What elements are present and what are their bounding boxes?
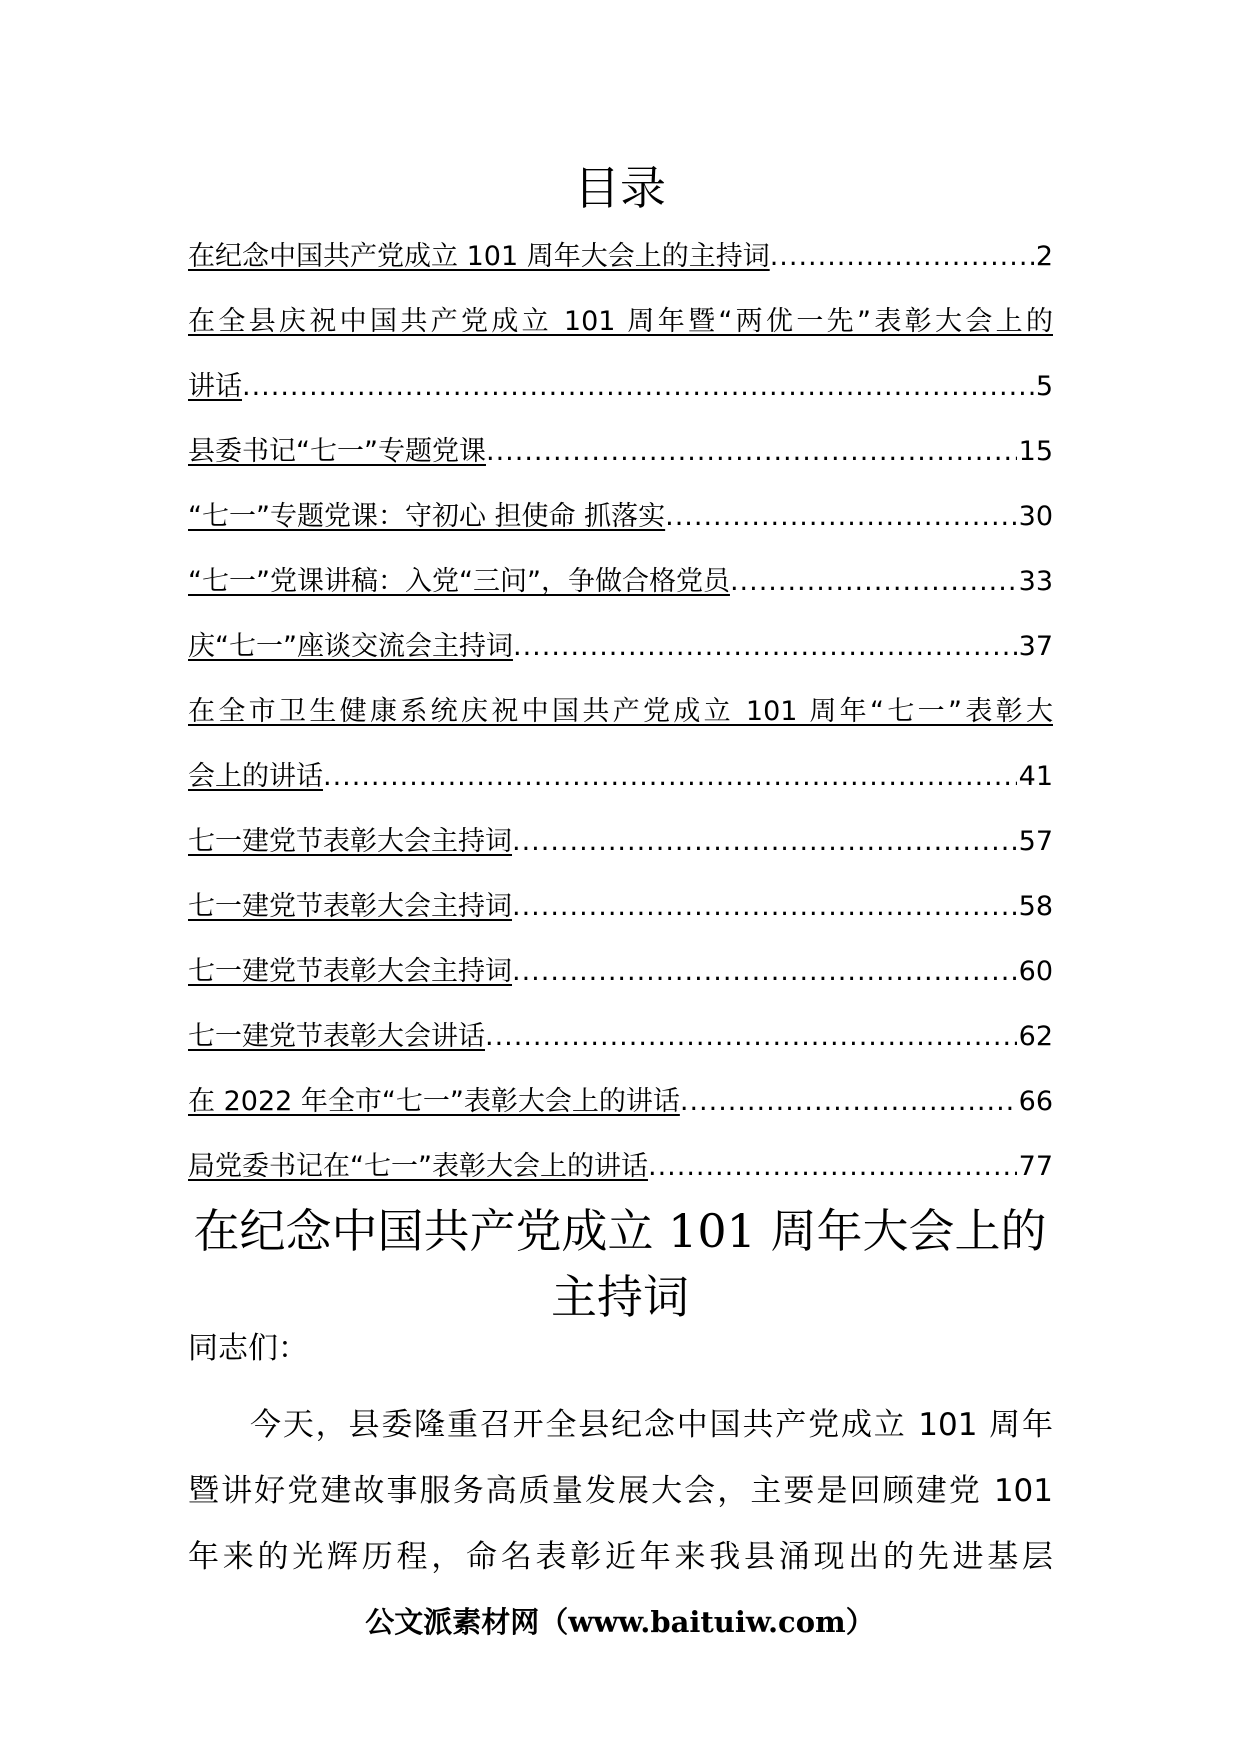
toc-entry[interactable] bbox=[188, 419, 1053, 484]
footer-watermark: 公文派素材网（www.baituiw.com） bbox=[365, 1605, 875, 1639]
toc-title: 目录 bbox=[574, 161, 666, 215]
toc-entry-title-continued[interactable]: 讲话 bbox=[188, 371, 242, 402]
toc-entry[interactable] bbox=[188, 874, 1053, 939]
salutation: 同志们： bbox=[188, 1331, 308, 1366]
body-paragraph bbox=[188, 1392, 1053, 1590]
document-title bbox=[0, 1198, 1240, 1330]
body-line: 今天，县委隆重召开全县纪念中国共产党成立 101 周年 bbox=[250, 1407, 1053, 1443]
table-of-contents bbox=[188, 224, 1053, 1199]
document-title-line: 主持词 bbox=[551, 1270, 689, 1324]
toc-entry[interactable] bbox=[188, 614, 1053, 679]
toc-leader-dots bbox=[648, 1134, 1017, 1199]
toc-entry[interactable] bbox=[188, 1004, 1053, 1069]
toc-leader-dots bbox=[770, 224, 1034, 289]
toc-page-number: 57 bbox=[1018, 826, 1053, 857]
toc-entry[interactable] bbox=[188, 679, 1053, 809]
toc-page-number: 33 bbox=[1018, 566, 1053, 597]
toc-leader-dots bbox=[512, 874, 1017, 939]
toc-entry-title[interactable]: 在 2022 年全市“七一”表彰大会上的讲话 bbox=[188, 1086, 680, 1117]
toc-entry-title[interactable]: 局党委书记在“七一”表彰大会上的讲话 bbox=[188, 1151, 648, 1182]
toc-page-number: 37 bbox=[1018, 631, 1053, 662]
toc-page-number: 5 bbox=[1035, 371, 1053, 402]
toc-entry[interactable] bbox=[188, 484, 1053, 549]
toc-entry[interactable] bbox=[188, 809, 1053, 874]
body-line: 年来的光辉历程，命名表彰近年来我县涌现出的先进基层 bbox=[188, 1539, 1053, 1575]
toc-entry-title-continued[interactable]: 会上的讲话 bbox=[188, 761, 323, 792]
toc-page-number: 41 bbox=[1018, 761, 1053, 792]
toc-entry-title[interactable]: 在全县庆祝中国共产党成立 101 周年暨“两优一先”表彰大会上的 bbox=[188, 306, 1053, 337]
toc-page-number: 77 bbox=[1018, 1151, 1053, 1182]
toc-entry[interactable] bbox=[188, 939, 1053, 1004]
toc-leader-dots bbox=[486, 419, 1017, 484]
toc-page-number: 15 bbox=[1018, 436, 1053, 467]
toc-entry-title[interactable]: 庆“七一”座谈交流会主持词 bbox=[188, 631, 513, 662]
toc-entry-title[interactable]: 七一建党节表彰大会主持词 bbox=[188, 826, 512, 857]
toc-entry[interactable] bbox=[188, 549, 1053, 614]
toc-page-number: 60 bbox=[1018, 956, 1053, 987]
toc-page-number: 66 bbox=[1018, 1086, 1053, 1117]
toc-entry-title[interactable]: “七一”专题党课：守初心 担使命 抓落实 bbox=[188, 501, 666, 532]
body-line: 暨讲好党建故事服务高质量发展大会，主要是回顾建党 101 bbox=[188, 1473, 1053, 1509]
toc-leader-dots bbox=[485, 1004, 1017, 1069]
toc-page-number: 2 bbox=[1035, 241, 1053, 272]
toc-entry[interactable] bbox=[188, 1069, 1053, 1134]
toc-entry-title[interactable]: 七一建党节表彰大会主持词 bbox=[188, 956, 512, 987]
toc-entry-title[interactable]: 七一建党节表彰大会讲话 bbox=[188, 1021, 485, 1052]
toc-entry[interactable] bbox=[188, 224, 1053, 289]
toc-entry[interactable] bbox=[188, 289, 1053, 419]
toc-leader-dots bbox=[512, 939, 1017, 1004]
toc-entry-title[interactable]: 县委书记“七一”专题党课 bbox=[188, 436, 486, 467]
toc-page-number: 30 bbox=[1018, 501, 1053, 532]
toc-page-number: 58 bbox=[1018, 891, 1053, 922]
toc-leader-dots bbox=[323, 744, 1017, 809]
toc-leader-dots bbox=[242, 354, 1034, 419]
toc-leader-dots bbox=[513, 614, 1017, 679]
toc-entry-title[interactable]: “七一”党课讲稿：入党“三问”，争做合格党员 bbox=[188, 566, 730, 597]
toc-leader-dots bbox=[512, 809, 1017, 874]
toc-entry[interactable] bbox=[188, 1134, 1053, 1199]
toc-leader-dots bbox=[665, 484, 1017, 549]
toc-page-number: 62 bbox=[1018, 1021, 1053, 1052]
toc-entry-title[interactable]: 七一建党节表彰大会主持词 bbox=[188, 891, 512, 922]
toc-leader-dots bbox=[680, 1069, 1017, 1134]
toc-leader-dots bbox=[730, 549, 1017, 614]
toc-entry-title[interactable]: 在全市卫生健康系统庆祝中国共产党成立 101 周年“七一”表彰大 bbox=[188, 696, 1053, 727]
document-title-line: 在纪念中国共产党成立 101 周年大会上的 bbox=[193, 1204, 1047, 1258]
toc-entry-title[interactable]: 在纪念中国共产党成立 101 周年大会上的主持词 bbox=[188, 241, 770, 272]
